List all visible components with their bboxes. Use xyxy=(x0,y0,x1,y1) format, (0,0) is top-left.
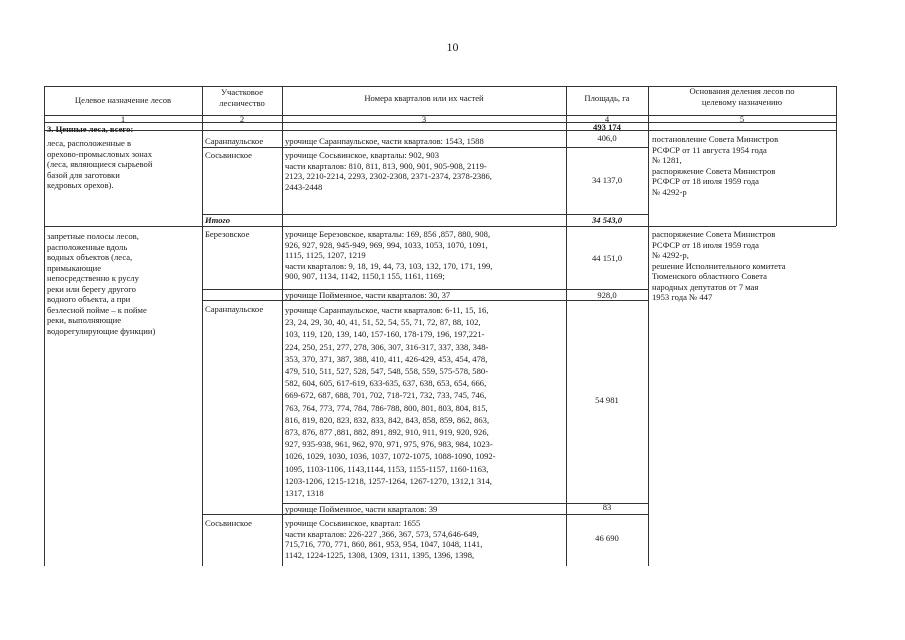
group2-quarters-poimennoe-1: урочище Пойменное, части кварталов: 30, 37 xyxy=(285,290,451,300)
header-col-3: Номера кварталов или их частей xyxy=(364,93,484,103)
page-number: 10 xyxy=(446,40,459,54)
col-number-2: 2 xyxy=(239,114,245,124)
section-total: 493 174 xyxy=(593,122,621,132)
group1-purpose: леса, расположенные в орехово-промысловых зонах (леса, являющиеся сырьевой базой для заготовки кедровых орехов). xyxy=(47,138,153,190)
section-title: 3. Ценные леса, всего: xyxy=(47,124,134,134)
header-col-2-line-1: Участковое xyxy=(220,87,264,97)
group1-total-value: 34 543,0 xyxy=(591,215,623,225)
group2-area-sosva: 46 690 xyxy=(595,533,619,543)
group2-forestry-sosva: Сосьвинское xyxy=(205,518,253,528)
group2-area-poimennoe-2: 83 xyxy=(602,502,612,512)
header-col-2-line-2: лесничество xyxy=(219,97,265,108)
header-col-2 xyxy=(202,87,282,108)
header-col-5 xyxy=(648,86,836,107)
group1-area-saranpaul: 406,0 xyxy=(597,133,617,143)
group2-quarters-sosva: урочище Сосьвинское, квартал: 1655 части кварталов: 226-227 ,366, 367, 573, 574,646-649, 715,716, 770, 771, 860, 861, 953, 954, 1047, 1048, 1141, 1142, 1224-1225, 1308, 1309, 1311, 1395, 1396, 1398, xyxy=(285,518,483,560)
col-number-1: 1 xyxy=(120,114,126,124)
group1-quarters-sosva: урочище Сосьвинское, кварталы: 902, 903 части кварталов: 810, 811, 813, 900, 901, 905-908, 2119- 2123, 2210-2214, 2293, 2302-2308, 2371-2374, 2378-2386, 2443-2448 xyxy=(285,150,492,192)
group1-area-sosva: 34 137,0 xyxy=(591,175,623,185)
group2-area-poimennoe-1: 928,0 xyxy=(597,290,617,300)
header-col-5-line-2: целевому назначению xyxy=(701,96,783,107)
group1-total-label: Итого xyxy=(205,215,231,225)
group2-basis: распоряжение Совета Министров РСФСР от 18 июля 1959 года № 4292-р, решение Исполнительного комитета Тюменского областного Совета народных депутатов от 7 мая 1953 года № 447 xyxy=(652,229,786,302)
group2-area-berezovo: 44 151,0 xyxy=(591,253,623,263)
group1-forestry-saranpaul: Саранпаульское xyxy=(205,136,264,146)
group2-forestry-berezovo: Березовское xyxy=(205,229,250,239)
group2-quarters-poimennoe-2: урочище Пойменное, части кварталов: 39 xyxy=(285,504,438,514)
group1-forestry-sosva: Сосьвинское xyxy=(205,150,253,160)
group1-quarters-saranpaul: урочище Саранпаульское, части кварталов: 1543, 1588 xyxy=(285,136,484,146)
header-col-4: Площадь, га xyxy=(584,93,630,103)
group2-area-saranpaul: 54 981 xyxy=(595,395,619,405)
group1-basis: постановление Совета Министров РСФСР от 11 августа 1954 года № 1281, распоряжение Совета Министров РСФСР от 18 июля 1959 года № 4292-р xyxy=(652,134,779,197)
col-number-3: 3 xyxy=(421,114,427,124)
col-number-4: 4 xyxy=(604,114,610,124)
group2-purpose: запретные полосы лесов, расположенные вдоль водных объектов (леса, примыкающие непосредственно к руслу реки или берегу другого водного объекта, а при безлесной пойме – к пойме реки, выполняющие водорегулирующие функции) xyxy=(47,231,156,336)
group2-forestry-saranpaul: Саранпаульское xyxy=(205,304,264,314)
group2-quarters-berezovo: урочище Березовское, кварталы: 169, 856 ,857, 880, 908, 926, 927, 928, 945-949, 969, 994, 1033, 1053, 1070, 1091, 1115, 1125, 1207, 1219 части кварталов: 9, 18, 19, 44, 73, 103, 132, 170, 171, 199, 900, 907, 1134, 1142, 1150,1 155, 1161, 1169; xyxy=(285,229,493,281)
header-col-1: Целевое назначение лесов xyxy=(74,95,172,105)
group2-quarters-saranpaul: урочище Саранпаульское, части кварталов: 6-11, 15, 16, 23, 24, 29, 30, 40, 41, 51, 52, 54, 55, 71, 72, 87, 88, 102, 103, 119, 120, 139, 140, 157-160, 178-179, 196, 197,221- 224, 250, 251, 277, 278, 306, 307, 316-317, 337, 338, 348- 353, 370, 371, 387, 388, 410, 411, 426-429, 453, 454, 478, 479, 510, 511, 527, 528, 547, 548, 558, 559, 575-578, 580- 582, 604, 605, 617-619, 633-635, 637, 638, 653, 654, 666, 669-672, 687, 688, 701, 702, 718-721, 732, 733, 745, 746, 763, 764, 773, 774, 784, 786-788, 800, 801, 803, 804, 815, 816, 819, 820, 823, 832, 833, 842, 843, 858, 859, 862, 863, 873, 876, 877 ,881, 882, 891, 892, 910, 911, 919, 920, 926, 927, 935-938, 961, 962, 970, 971, 975, 976, 983, 984, 1023- 1026, 1029, 1030, 1036, 1037, 1072-1075, 1088-1090, 1092- 1095, 1103-1106, 1143,1144, 1153, 1155-1157, 1160-1163, 1203-1206, 1215-1218, 1257-1264, 1267-1270, 1312,1 314, 1317, 1318 xyxy=(285,305,496,499)
header-col-5-line-1: Основания деления лесов по xyxy=(689,86,795,96)
col-number-5: 5 xyxy=(739,114,745,124)
